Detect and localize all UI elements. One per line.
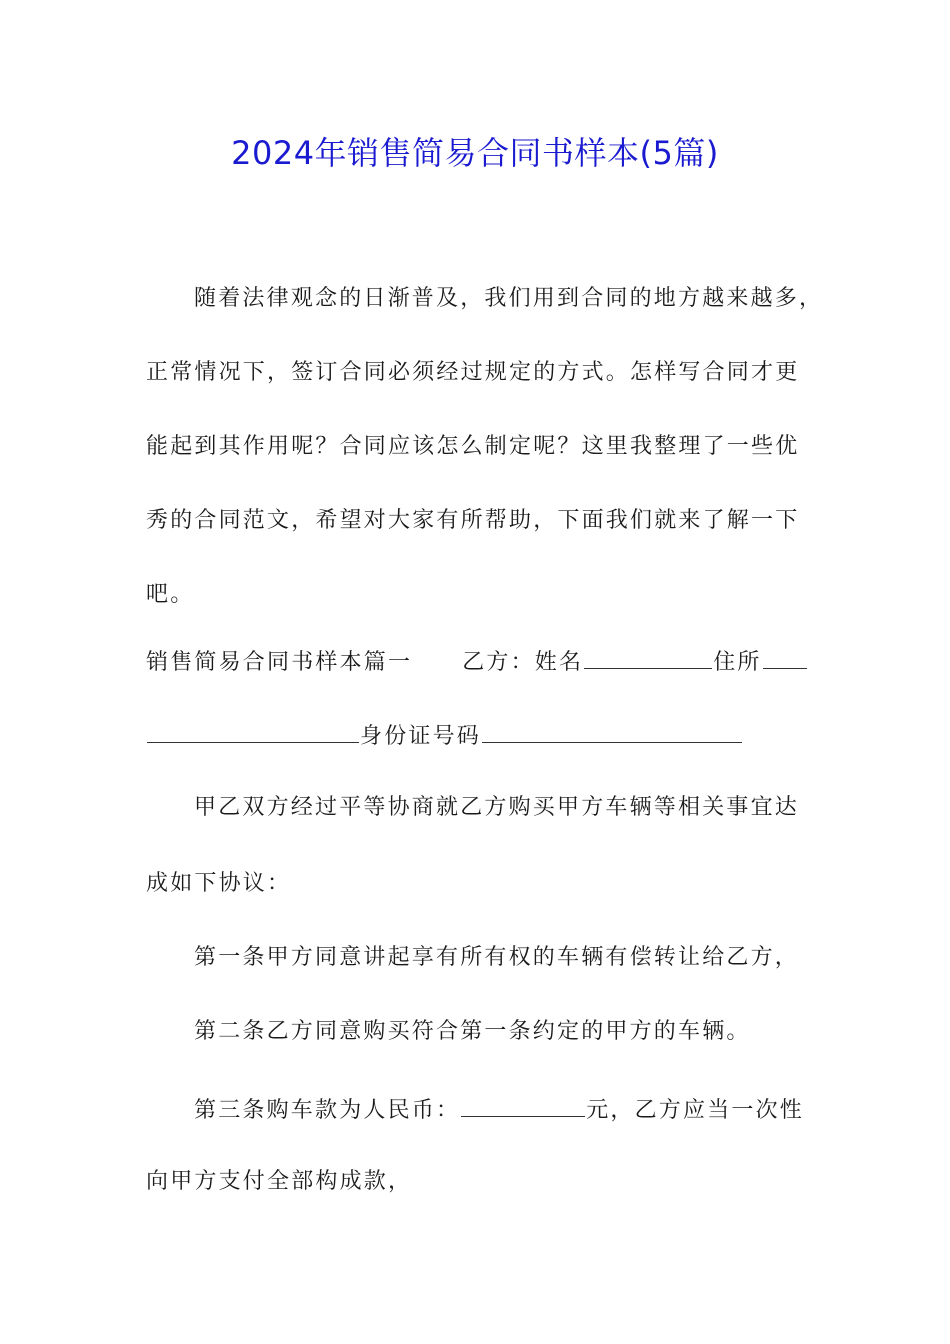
article-2 xyxy=(146,1016,806,1048)
article-1-text: 第一条甲方同意讲起享有所有权的车辆有偿转让给乙方， xyxy=(194,945,800,970)
intro-line-1: 随着法律观念的日渐普及，我们用到合同的地方越来越多， xyxy=(194,286,824,311)
agreement-text-2: 成如下协议： xyxy=(146,871,292,896)
article-3-line-2 xyxy=(146,1166,806,1198)
intro-line-5: 吧。 xyxy=(146,582,195,607)
article-2-text: 第二条乙方同意购买符合第一条约定的甲方的车辆。 xyxy=(194,1019,751,1044)
article-3-line-1 xyxy=(146,1092,806,1127)
intro-paragraph xyxy=(146,262,824,632)
party-b-label: 乙方：姓名 xyxy=(462,650,584,675)
article-1 xyxy=(146,942,806,974)
article-3-prefix: 第三条购车款为人民币： xyxy=(194,1098,461,1123)
price-blank xyxy=(461,1092,585,1117)
id-blank xyxy=(482,718,742,743)
agreement-line-2 xyxy=(146,868,806,900)
name-blank xyxy=(584,644,712,669)
id-label: 身份证号码 xyxy=(360,724,482,749)
residence-blank-start xyxy=(763,644,807,669)
article-3-suffix: 元，乙方应当一次性 xyxy=(586,1098,805,1123)
id-line xyxy=(146,718,806,753)
residence-label: 住所 xyxy=(713,650,762,675)
agreement-text-1: 甲乙双方经过平等协商就乙方购买甲方车辆等相关事宜达 xyxy=(194,795,800,820)
section-heading-line xyxy=(146,644,806,679)
article-3-text-2: 向甲方支付全部构成款， xyxy=(146,1169,413,1194)
intro-line-3: 能起到其作用呢？合同应该怎么制定呢？这里我整理了一些优 xyxy=(146,434,800,459)
agreement-line-1 xyxy=(146,792,806,824)
intro-line-2: 正常情况下，签订合同必须经过规定的方式。怎样写合同才更 xyxy=(146,360,800,385)
section-heading: 销售简易合同书样本篇一 xyxy=(146,650,413,675)
document-title: 2024年销售简易合同书样本(5篇) xyxy=(231,134,719,172)
intro-line-4: 秀的合同范文，希望对大家有所帮助，下面我们就来了解一下 xyxy=(146,508,800,533)
residence-blank-end xyxy=(147,718,359,743)
